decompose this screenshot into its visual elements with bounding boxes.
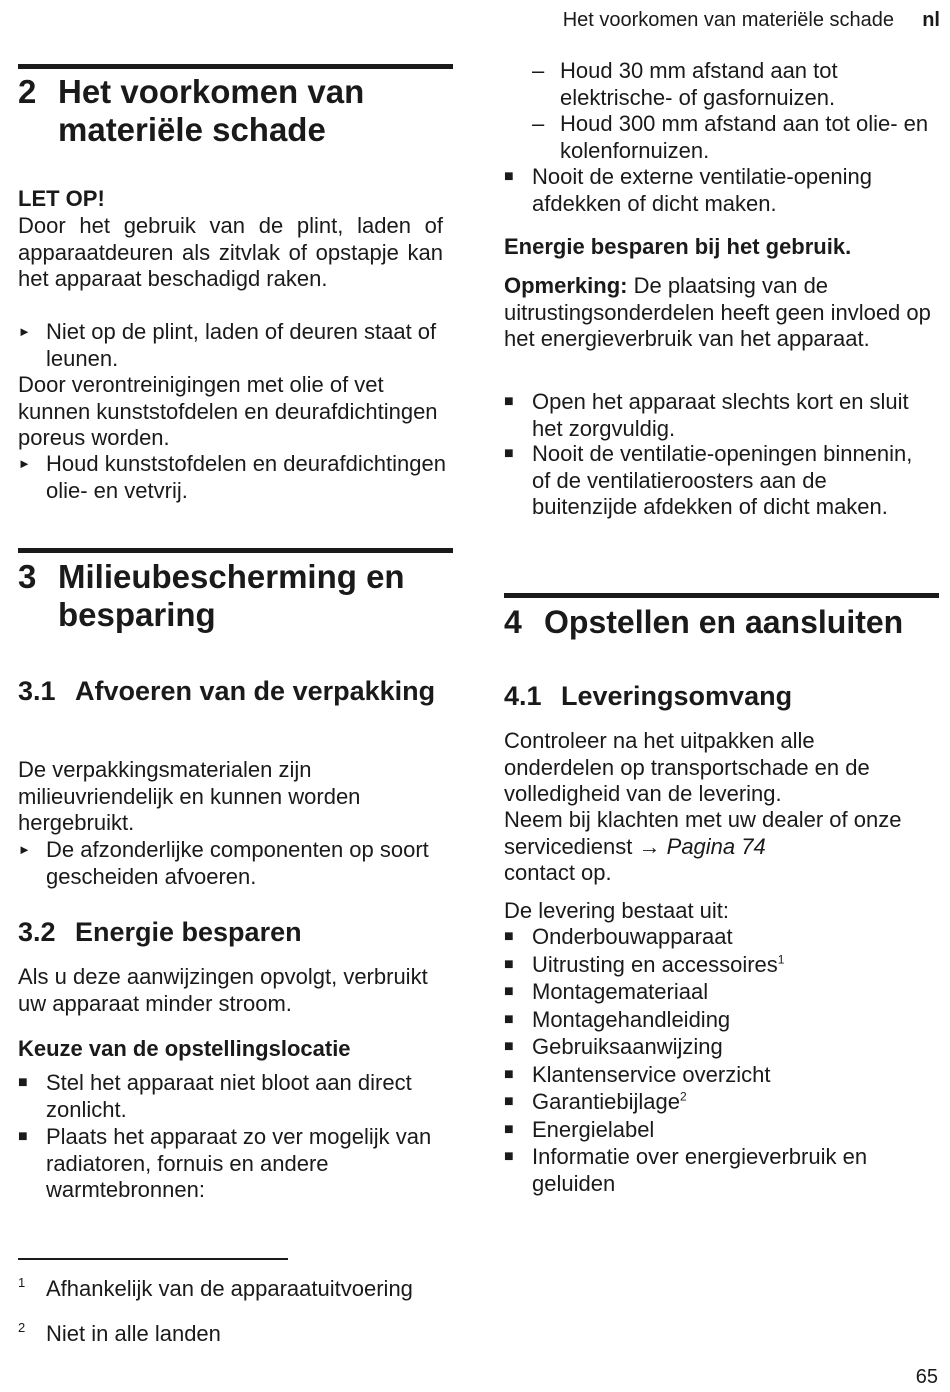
list-item-text: Stel het apparaat niet bloot aan direct zonlicht. <box>46 1070 412 1122</box>
list-item <box>504 1034 950 1061</box>
footnote-1 <box>18 1276 413 1302</box>
list-item-text: Open het apparaat slechts kort en sluit het zorgvuldig. <box>532 389 909 441</box>
square-bullet-icon: ■ <box>504 445 514 462</box>
section-4-heading <box>504 603 944 641</box>
list-item <box>18 1124 456 1204</box>
section-number: 2 <box>18 73 37 110</box>
list-item-text: Gebruiksaanwijzing <box>532 1034 723 1059</box>
paragraph: Door verontreinigingen met olie of vet kunnen kunststofdelen en deurafdichtingen poreus worden. <box>18 372 438 450</box>
paragraph-text: Neem bij klachten met uw dealer of onze servicedienst <box>504 807 902 859</box>
list-item <box>504 164 942 217</box>
square-bullet-icon: ■ <box>504 1121 514 1138</box>
square-bullet-icon: ■ <box>504 1093 514 1110</box>
list-item <box>18 1070 454 1123</box>
paragraph-text: contact op. <box>504 860 612 885</box>
subsection-number: 3.1 <box>18 676 56 706</box>
subsection-title: Leveringsomvang <box>561 681 793 711</box>
list-item-text: Klantenservice overzicht <box>532 1062 771 1087</box>
section-rule <box>504 593 939 598</box>
subsection-4-1-heading <box>504 680 924 713</box>
footnote-mark: 1 <box>18 1275 26 1290</box>
dash-bullet-icon: – <box>532 58 545 83</box>
triangle-bullet-icon: ► <box>18 324 31 339</box>
list-item-text: Energielabel <box>532 1117 655 1142</box>
list-item <box>504 924 950 951</box>
paragraph: Als u deze aanwijzingen opvolgt, verbruikt uw apparaat minder stroom. <box>18 964 428 1016</box>
paragraph: De levering bestaat uit: <box>504 898 730 923</box>
list-item <box>504 441 932 521</box>
square-bullet-icon: ■ <box>18 1128 28 1145</box>
square-bullet-icon: ■ <box>504 1066 514 1083</box>
dash-bullet-icon: – <box>532 111 545 136</box>
arrow-right-icon: → <box>638 833 661 859</box>
language-code: nl <box>922 9 940 31</box>
square-bullet-icon: ■ <box>504 928 514 945</box>
running-header-title: Het voorkomen van materiële schade <box>562 9 894 31</box>
subsection-number: 3.2 <box>18 917 56 947</box>
list-item-text: Nooit de externe ventilatie-opening afdekken of dicht maken. <box>532 164 873 216</box>
triangle-bullet-icon: ► <box>18 456 31 471</box>
list-item-text: Plaats het apparaat zo ver mogelijk van radiatoren, fornuis en andere warmtebronnen: <box>46 1124 432 1202</box>
instruction-text: De afzonderlijke componenten op soort gescheiden afvoeren. <box>46 837 429 889</box>
footnote-text: Afhankelijk van de apparaatuitvoering <box>46 1276 413 1301</box>
list-item <box>504 1089 950 1116</box>
square-bullet-icon: ■ <box>504 1011 514 1028</box>
page-number: 65 <box>915 1366 938 1388</box>
section-title: Opstellen en aansluiten <box>544 604 904 640</box>
list-item-text: Uitrusting en accessoires <box>532 952 778 977</box>
section-3-heading <box>18 558 458 634</box>
list-item <box>504 952 950 979</box>
note-paragraph <box>504 273 934 353</box>
square-bullet-icon: ■ <box>504 983 514 1000</box>
note-label: Opmerking: <box>504 273 628 298</box>
list-item-text: Houd 300 mm afstand aan tot olie- en kolenfornuizen. <box>560 111 929 163</box>
list-item-text: Informatie over energieverbruik en geluiden <box>532 1144 868 1196</box>
subsection-3-2-heading <box>18 916 438 949</box>
section-number: 4 <box>504 604 522 640</box>
list-item <box>504 1007 950 1034</box>
list-item-text: Houd 30 mm afstand aan tot elektrische- of gasfornuizen. <box>560 58 838 110</box>
subsection-title: Energie besparen <box>75 917 302 947</box>
square-bullet-icon: ■ <box>18 1074 28 1091</box>
instruction-text: Niet op de plint, laden of deuren staat of leunen. <box>46 319 437 371</box>
list-item <box>504 1144 937 1197</box>
section-2-heading <box>18 73 458 149</box>
section-rule <box>18 64 453 69</box>
list-item-text: Onderbouwapparaat <box>532 924 733 949</box>
list-item <box>504 1062 950 1089</box>
sub-heading: Keuze van de opstellingslocatie <box>18 1036 351 1061</box>
sub-heading: Energie besparen bij het gebruik. <box>504 234 852 259</box>
triangle-bullet-icon: ► <box>18 842 31 857</box>
note-text: De plaatsing van de uitrustingsonderdelen heeft geen invloed op het energieverbruik van het apparaat. <box>504 273 931 351</box>
instruction-item <box>18 837 466 890</box>
instruction-item <box>18 451 446 504</box>
list-item <box>504 979 950 1006</box>
dash-list-item <box>504 111 950 164</box>
subsection-title: Afvoeren van de verpakking <box>75 676 436 706</box>
section-title: Milieubescherming en besparing <box>58 558 405 633</box>
instruction-item <box>18 319 446 372</box>
subsection-number: 4.1 <box>504 681 542 711</box>
paragraph: De verpakkingsmaterialen zijn milieuvriendelijk en kunnen worden hergebruikt. <box>18 757 361 835</box>
footnote-mark: 2 <box>18 1320 26 1335</box>
footnote-rule <box>18 1258 288 1260</box>
section-rule <box>18 548 453 553</box>
page-reference-link[interactable]: Pagina 74 <box>666 833 766 859</box>
list-item-text: Nooit de ventilatie-openingen binnenin, of de ventilatieroosters aan de buitenzijde afdekken of dicht maken. <box>532 441 913 519</box>
section-title: Het voorkomen van materiële schade <box>58 73 365 148</box>
list-item <box>504 389 942 442</box>
square-bullet-icon: ■ <box>504 168 514 185</box>
caution-label: LET OP! <box>18 186 105 211</box>
list-item <box>504 1117 950 1144</box>
list-item-text: Garantiebijlage <box>532 1089 680 1114</box>
footnote-2 <box>18 1321 221 1347</box>
list-item-text: Montagehandleiding <box>532 1007 731 1032</box>
section-number: 3 <box>18 558 37 595</box>
square-bullet-icon: ■ <box>504 393 514 410</box>
list-item-text: Montagemateriaal <box>532 979 709 1004</box>
subsection-3-1-heading <box>18 675 438 708</box>
footnote-text: Niet in alle landen <box>46 1321 221 1346</box>
footnote-reference[interactable]: 1 <box>777 952 785 967</box>
dash-list-item <box>504 58 950 111</box>
square-bullet-icon: ■ <box>504 1148 514 1165</box>
paragraph: Door het gebruik van de plint, laden of apparaatdeuren als zitvlak of opstapje kan het apparaat beschadigd raken. <box>18 213 443 291</box>
footnote-reference[interactable]: 2 <box>679 1089 687 1104</box>
square-bullet-icon: ■ <box>504 956 514 973</box>
paragraph: Controleer na het uitpakken alle onderdelen op transportschade en de volledigheid van de levering. <box>504 728 870 806</box>
instruction-text: Houd kunststofdelen en deurafdichtingen olie- en vetvrij. <box>46 451 446 503</box>
square-bullet-icon: ■ <box>504 1038 514 1055</box>
paragraph <box>504 807 919 887</box>
